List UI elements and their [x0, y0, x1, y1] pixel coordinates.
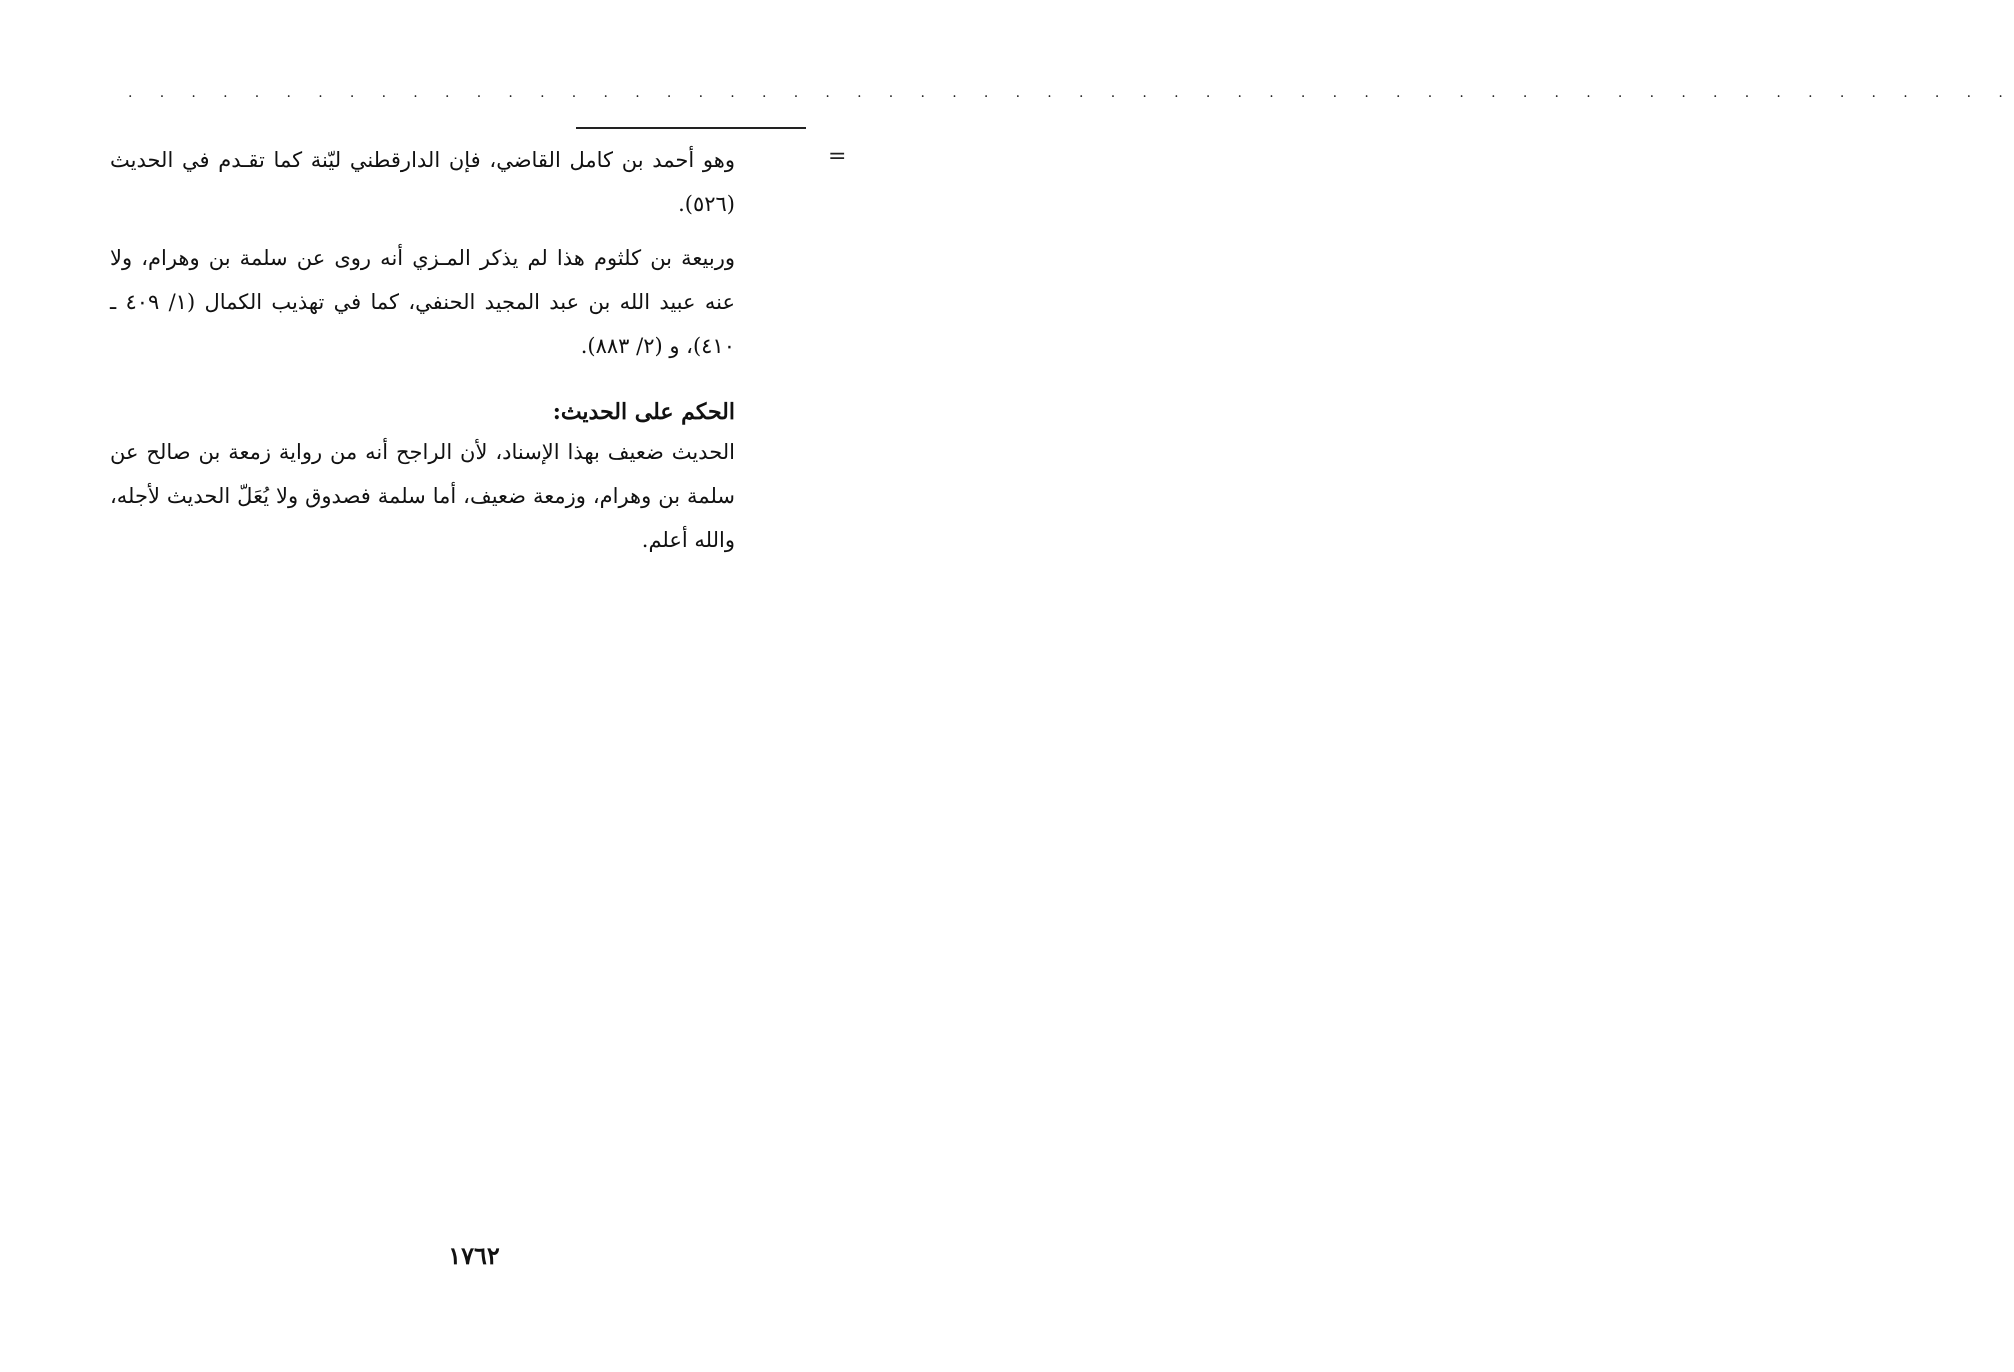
dotted-separator: . . . . . . . . . . . . . . . . . . . . . . . . . . . . . . . . . . . . . . . . . . . . . . . . . . . . . . . . . . . .	[128, 85, 2014, 101]
footnote-paragraph-1-text: وهو أحمد بن كامل القاضي، فإن الدارقطني ليّنة كما تقـدم في الحديث (٥٢٦).	[110, 148, 735, 216]
ruling-paragraph-text: الحديث ضعيف بهذا الإسناد، لأن الراجح أنه من رواية زمعة بن صالح عن سلمة بن وهرام، وزمعة ضعيف، أما سلمة فصدوق ولا يُعَلّ الحديث لأجله، والله أعلم.	[110, 440, 735, 552]
footnote-paragraph-2	[110, 236, 735, 368]
page-number: ١٧٦٢	[448, 1241, 500, 1270]
footnote-paragraph-2-text: وربيعة بن كلثوم هذا لم يذكر المـزي أنه روى عن سلمة بن وهرام، ولا عنه عبيد الله بن عبد المجيد الحنفي، كما في تهذيب الكمال (١/ ٤٠٩ ـ ٤١٠)، و (٢/ ٨٨٣).	[110, 246, 735, 358]
footnote-paragraph-1	[110, 138, 735, 226]
footnote-separator-line	[576, 127, 806, 129]
ruling-heading: الحكم على الحديث:	[552, 399, 735, 425]
ruling-paragraph	[110, 430, 735, 562]
continuation-mark: =	[828, 144, 847, 169]
